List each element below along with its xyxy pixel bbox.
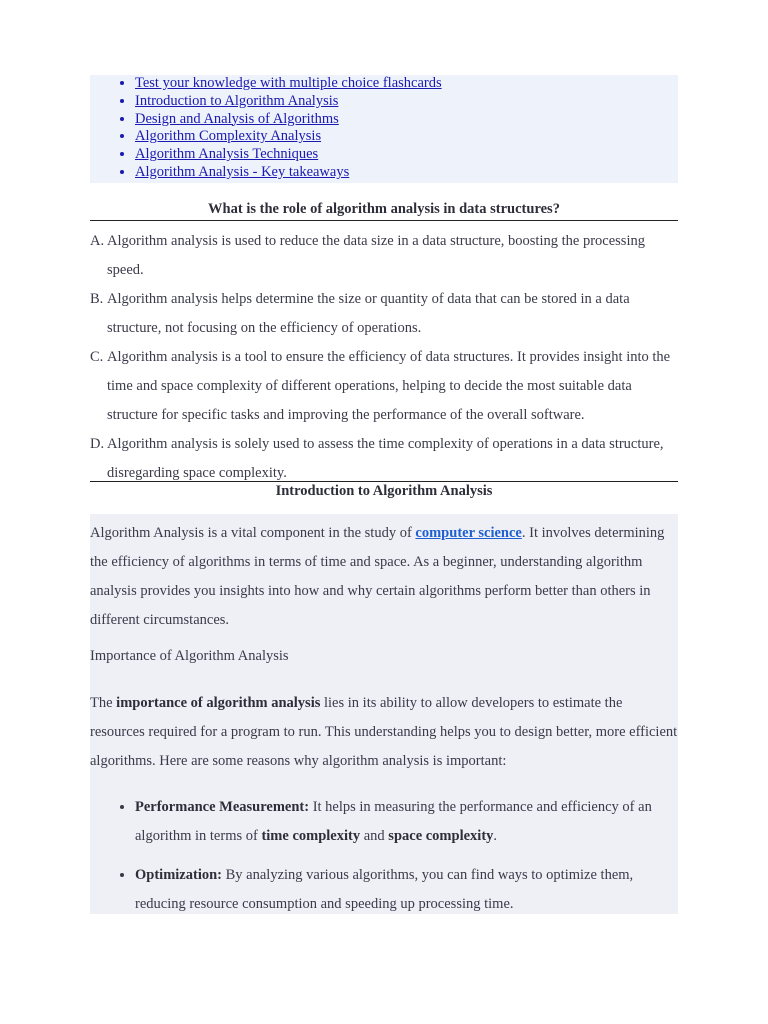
option-text: Algorithm analysis is solely used to assess the time complexity of operations in a data structure, disregarding space complexity. xyxy=(107,436,664,481)
list-item xyxy=(135,793,678,851)
subheading: Importance of Algorithm Analysis xyxy=(90,648,289,664)
bullet-label: Optimization: xyxy=(135,867,222,883)
importance-paragraph xyxy=(90,689,678,776)
toc-item xyxy=(135,75,678,93)
toc-link-introduction[interactable]: Introduction to Algorithm Analysis xyxy=(135,92,339,109)
intro-text: Algorithm Analysis is a vital component in the study of xyxy=(90,525,416,541)
option-letter: A. xyxy=(90,233,105,249)
toc-link-techniques[interactable]: Algorithm Analysis Techniques xyxy=(135,146,319,163)
bullet-label: Performance Measurement: xyxy=(135,799,310,815)
toc-link-complexity[interactable]: Algorithm Complexity Analysis xyxy=(135,128,322,145)
toc-item xyxy=(135,128,678,146)
toc-item xyxy=(135,93,678,111)
quiz-option-c[interactable] xyxy=(90,343,678,430)
section-title: Introduction to Algorithm Analysis xyxy=(275,483,493,499)
intro-paragraph xyxy=(90,519,678,635)
intro-text: . It involves determining the efficiency of algorithms in terms of time and space. As a beginner, understanding algorithm analysis provides you insights into how and why certain algorithms perform better than others in different circumstances. xyxy=(90,525,665,628)
quiz-options xyxy=(90,227,678,488)
bullet-text: . xyxy=(493,828,498,844)
toc-link-takeaways[interactable]: Algorithm Analysis - Key takeaways xyxy=(135,163,350,180)
quiz-option-d[interactable] xyxy=(90,430,678,488)
option-letter: B. xyxy=(90,291,104,307)
reasons-list-continued xyxy=(90,861,678,919)
bullet-text: By analyzing various algorithms, you can find ways to optimize them, reducing resource consumption and speeding up processing time. xyxy=(135,867,634,912)
quiz-option-b[interactable] xyxy=(90,285,678,343)
option-text: Algorithm analysis is used to reduce the data size in a data structure, boosting the processing speed. xyxy=(107,233,645,278)
computer-science-link[interactable]: computer science xyxy=(415,525,522,541)
table-of-contents xyxy=(90,75,678,183)
toc-list xyxy=(90,75,678,182)
toc-link-flashcards[interactable]: Test your knowledge with multiple choice flashcards xyxy=(135,75,442,91)
bullet-bold: space complexity xyxy=(388,828,494,844)
option-letter: D. xyxy=(90,436,105,452)
importance-text: lies in its ability to allow developers to estimate the resources required for a program to run. This understanding helps you to design better, more efficient algorithms. Here are some reasons why algorithm analysis is important: xyxy=(90,695,678,769)
option-text: Algorithm analysis helps determine the size or quantity of data that can be stored in a data structure, not focusing on the efficiency of operations. xyxy=(107,291,630,336)
bullet-text: It helps in measuring the performance and efficiency of an algorithm in terms of xyxy=(135,799,652,844)
importance-text: The xyxy=(90,695,117,711)
bullet-text: and xyxy=(360,828,389,844)
quiz-question: What is the role of algorithm analysis in data structures? xyxy=(208,201,560,217)
list-item xyxy=(135,861,678,919)
quiz-option-a[interactable] xyxy=(90,227,678,285)
intro-content xyxy=(90,514,678,914)
quiz-top-divider xyxy=(90,220,678,221)
toc-item xyxy=(135,111,678,129)
option-text: Algorithm analysis is a tool to ensure the efficiency of data structures. It provides insight into the time and space complexity of different operations, helping to decide the most suitable data structure for specific tasks and improving the performance of the overall software. xyxy=(107,349,671,423)
importance-bold: importance of algorithm analysis xyxy=(116,695,321,711)
reasons-list xyxy=(90,793,678,851)
toc-item xyxy=(135,146,678,164)
toc-item xyxy=(135,164,678,182)
toc-link-design[interactable]: Design and Analysis of Algorithms xyxy=(135,110,339,127)
quiz-bottom-divider xyxy=(90,481,678,482)
bullet-bold: time complexity xyxy=(261,828,361,844)
option-letter: C. xyxy=(90,349,104,365)
